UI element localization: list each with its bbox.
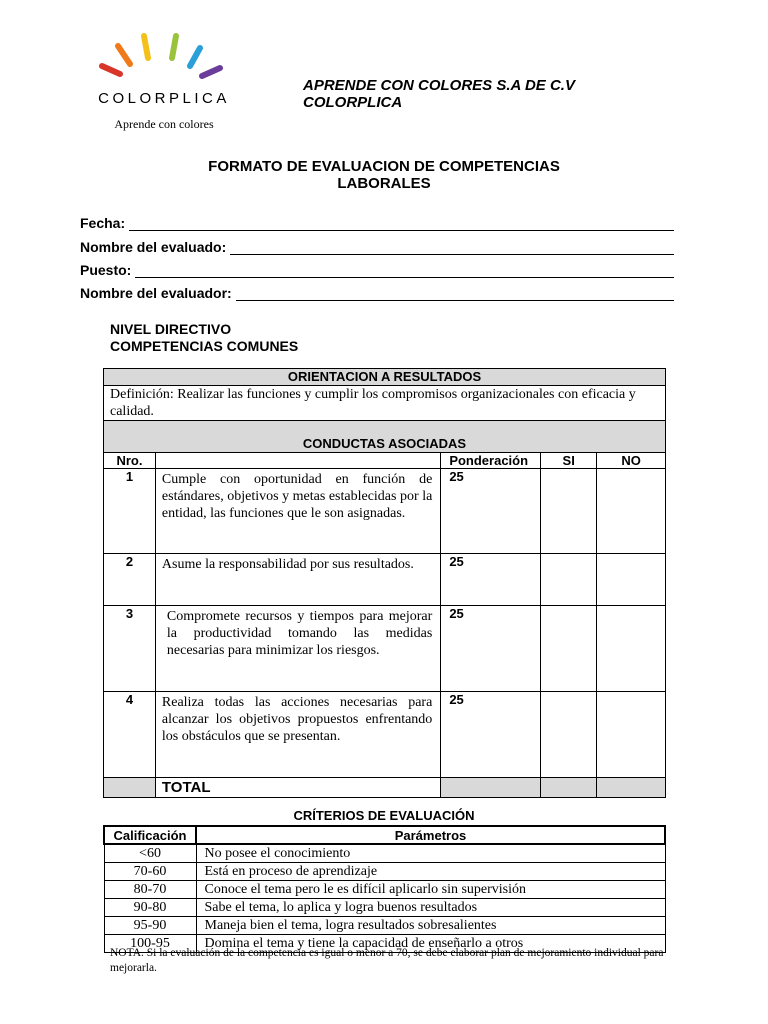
columns-header-row bbox=[104, 453, 666, 469]
evaluado-label: Nombre del evaluado: bbox=[80, 239, 227, 255]
criteria-param: Sabe el tema, lo aplica y logra buenos resultados bbox=[196, 899, 665, 917]
row-no-cell[interactable] bbox=[597, 554, 666, 606]
criteria-row bbox=[104, 917, 665, 935]
row-number: 2 bbox=[104, 554, 156, 606]
criteria-row bbox=[104, 899, 665, 917]
criteria-title: CRÍTERIOS DE EVALUACIÓN bbox=[293, 808, 475, 823]
competency-definition: Definición: Realizar las funciones y cumplir los compromisos organizacionales con eficacia y calidad. bbox=[104, 386, 666, 421]
row-si-cell[interactable] bbox=[541, 554, 597, 606]
evaluado-field[interactable] bbox=[80, 237, 674, 255]
col-si: SI bbox=[541, 453, 597, 469]
evaluador-label: Nombre del evaluador: bbox=[80, 285, 232, 301]
row-conduct-text: Compromete recursos y tiempos para mejorar la productividad tomando las medidas necesarias para minimizar los riesgos. bbox=[155, 606, 440, 692]
table-row bbox=[104, 469, 666, 554]
row-weight: 25 bbox=[441, 692, 541, 778]
total-label: TOTAL bbox=[155, 778, 440, 798]
criteria-grade: 90-80 bbox=[104, 899, 196, 917]
total-spacer bbox=[104, 778, 156, 798]
company-name: APRENDE CON COLORES S.A DE C.V bbox=[303, 77, 575, 94]
company-brand: COLORPLICA bbox=[303, 94, 403, 111]
row-weight: 25 bbox=[441, 469, 541, 554]
row-number: 4 bbox=[104, 692, 156, 778]
criteria-param: Maneja bien el tema, logra resultados sobresalientes bbox=[196, 917, 665, 935]
row-conduct-text: Asume la responsabilidad por sus resultados. bbox=[155, 554, 440, 606]
total-weight-cell bbox=[441, 778, 541, 798]
criteria-header-row bbox=[104, 826, 665, 844]
criteria-param: Conoce el tema pero le es difícil aplicarlo sin supervisión bbox=[196, 881, 665, 899]
criteria-table bbox=[103, 825, 666, 953]
row-no-cell[interactable] bbox=[597, 469, 666, 554]
logo-rays-icon bbox=[84, 28, 244, 88]
row-si-cell[interactable] bbox=[541, 606, 597, 692]
conducts-title-row bbox=[104, 421, 666, 453]
row-conduct-text: Cumple con oportunidad en función de estándares, objetivos y metas establecidas por la entidad, las funciones que le son asignadas. bbox=[155, 469, 440, 554]
logo-ray-red bbox=[102, 66, 120, 74]
criteria-grade: <60 bbox=[104, 844, 196, 863]
logo-ray-yellow bbox=[144, 36, 148, 58]
evaluado-line[interactable] bbox=[230, 240, 674, 255]
col-conduct bbox=[155, 453, 440, 469]
criteria-row bbox=[104, 844, 665, 863]
criteria-header-grade: Calificación bbox=[104, 826, 196, 844]
logo-ray-blue bbox=[190, 48, 200, 66]
evaluador-line[interactable] bbox=[236, 286, 674, 301]
row-si-cell[interactable] bbox=[541, 692, 597, 778]
total-row bbox=[104, 778, 666, 798]
logo-tagline: Aprende con colores bbox=[114, 117, 214, 131]
total-no-cell bbox=[597, 778, 666, 798]
criteria-param: No posee el conocimiento bbox=[196, 844, 665, 863]
logo-ray-green bbox=[172, 36, 176, 58]
total-si-cell bbox=[541, 778, 597, 798]
col-no: NO bbox=[597, 453, 666, 469]
criteria-grade: 95-90 bbox=[104, 917, 196, 935]
table-row bbox=[104, 692, 666, 778]
row-no-cell[interactable] bbox=[597, 606, 666, 692]
group-heading: COMPETENCIAS COMUNES bbox=[110, 338, 299, 354]
competency-table bbox=[103, 368, 666, 798]
col-ponderacion: Ponderación bbox=[441, 453, 541, 469]
table-row bbox=[104, 554, 666, 606]
table-row bbox=[104, 606, 666, 692]
fecha-line[interactable] bbox=[129, 216, 674, 231]
level-heading: NIVEL DIRECTIVO bbox=[110, 321, 232, 337]
evaluation-note: NOTA. Si la evaluación de la competencia es igual o menor a 70, se debe elaborar plan de mejoramiento individual para mejorarla. bbox=[110, 947, 664, 974]
competency-title-row bbox=[104, 369, 666, 386]
row-no-cell[interactable] bbox=[597, 692, 666, 778]
row-weight: 25 bbox=[441, 606, 541, 692]
criteria-grade: 80-70 bbox=[104, 881, 196, 899]
criteria-row bbox=[104, 863, 665, 881]
competency-title: ORIENTACION A RESULTADOS bbox=[104, 369, 666, 386]
criteria-param: Está en proceso de aprendizaje bbox=[196, 863, 665, 881]
row-weight: 25 bbox=[441, 554, 541, 606]
row-conduct-text: Realiza todas las acciones necesarias para alcanzar los objetivos propuestos enfrentando los obstáculos que se presentan. bbox=[155, 692, 440, 778]
row-number: 3 bbox=[104, 606, 156, 692]
form-title-line2: LABORALES bbox=[337, 175, 431, 192]
form-title-line1: FORMATO DE EVALUACION DE COMPETENCIAS bbox=[208, 158, 560, 175]
fecha-label: Fecha: bbox=[80, 215, 126, 231]
evaluador-field[interactable] bbox=[80, 283, 674, 301]
definition-row bbox=[104, 386, 666, 421]
criteria-grade: 100-95 bbox=[104, 935, 196, 953]
puesto-line[interactable] bbox=[135, 263, 674, 278]
criteria-row bbox=[104, 881, 665, 899]
col-nro: Nro. bbox=[104, 453, 156, 469]
criteria-param: Domina el tema y tiene la capacidad de enseñarlo a otros bbox=[196, 935, 665, 953]
criteria-header-param: Parámetros bbox=[196, 826, 665, 844]
conducts-title: CONDUCTAS ASOCIADAS bbox=[104, 421, 666, 453]
puesto-field[interactable] bbox=[80, 260, 674, 278]
fecha-field[interactable] bbox=[80, 213, 674, 231]
puesto-label: Puesto: bbox=[80, 262, 132, 278]
row-number: 1 bbox=[104, 469, 156, 554]
logo-ray-purple bbox=[202, 68, 220, 76]
row-si-cell[interactable] bbox=[541, 469, 597, 554]
logo-ray-orange bbox=[118, 46, 130, 64]
logo-wordmark: COLORPLICA bbox=[98, 90, 230, 107]
criteria-grade: 70-60 bbox=[104, 863, 196, 881]
